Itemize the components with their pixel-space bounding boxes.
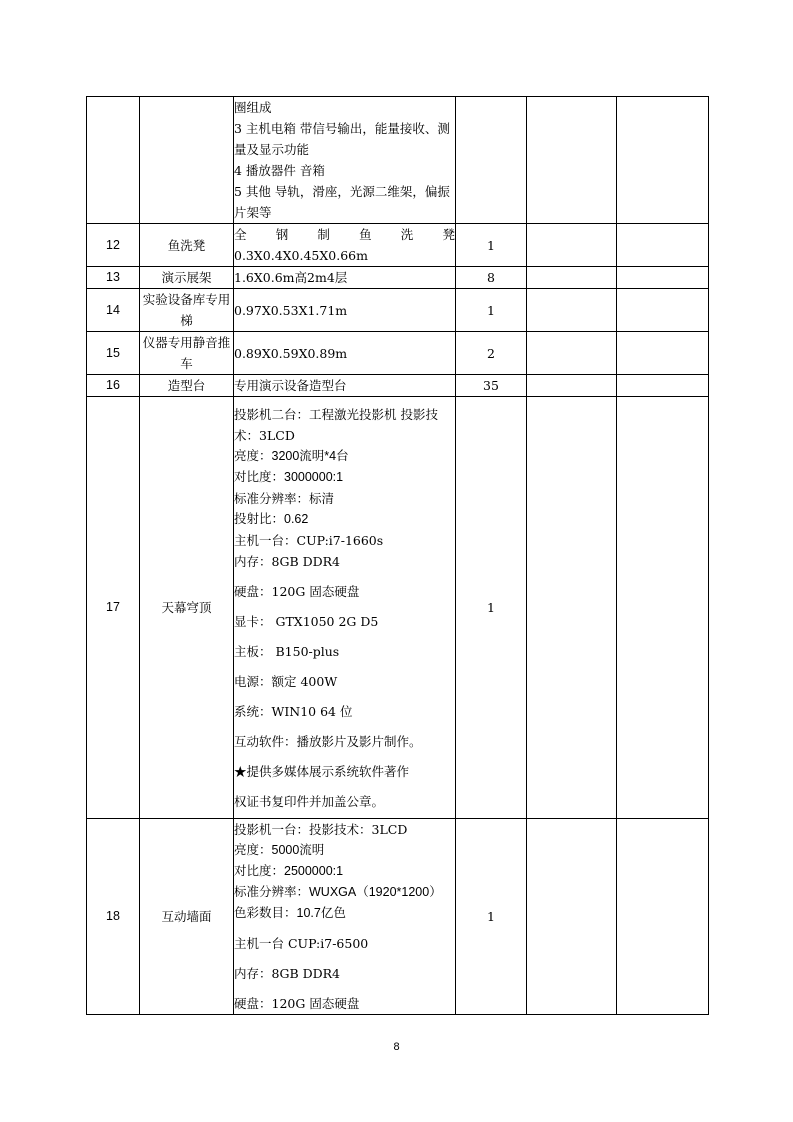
- table-row-continuation: [87, 97, 709, 224]
- row-number: 17: [87, 397, 140, 819]
- desc-line: 色彩数目：10.7亿色: [234, 906, 346, 920]
- desc-line: 专用演示设备造型台: [234, 378, 347, 393]
- item-quantity: 1: [456, 397, 527, 819]
- item-description: [234, 397, 456, 819]
- row-number: 14: [87, 289, 140, 332]
- empty-cell: [527, 224, 617, 267]
- desc-line: 系统：WIN10 64 位: [234, 703, 353, 719]
- item-description: [234, 267, 456, 289]
- row-number: 12: [87, 224, 140, 267]
- desc-line: 内存：8GB DDR4: [234, 553, 341, 569]
- row-number: [87, 97, 140, 224]
- table-row-14: [87, 289, 709, 332]
- table-row-16: [87, 375, 709, 397]
- empty-cell: [527, 267, 617, 289]
- desc-line: ★提供多媒体展示系统软件著作: [234, 763, 410, 779]
- item-quantity: [456, 97, 527, 224]
- item-description: [234, 375, 456, 397]
- table-row-13: [87, 267, 709, 289]
- desc-line: 显卡： GTX1050 2G D5: [234, 613, 379, 629]
- desc-line: 0.3X0.4X0.45X0.66m: [234, 248, 368, 263]
- item-name: 演示展架: [140, 267, 234, 289]
- equipment-spec-table: [86, 96, 709, 1015]
- desc-line: 标准分辨率：标清: [234, 490, 335, 506]
- item-description: [234, 332, 456, 375]
- desc-line: 对比度：2500000:1: [234, 864, 344, 878]
- desc-line: 3 主机电箱 带信号输出，能量接收、测量及显示功能: [234, 121, 450, 157]
- desc-line: 亮度：5000流明: [234, 843, 325, 857]
- empty-cell: [527, 289, 617, 332]
- desc-line: 硬盘：120G 固态硬盘: [234, 583, 360, 599]
- page-number: 8: [393, 1041, 400, 1053]
- desc-line: 主板： B150-plus: [234, 643, 340, 659]
- item-name: 互动墙面: [140, 819, 234, 1015]
- table-row-18: [87, 819, 709, 1015]
- desc-line: 电源：额定 400W: [234, 673, 338, 689]
- desc-line: 圈组成: [234, 100, 272, 115]
- item-description: [234, 819, 456, 1015]
- row-number: 16: [87, 375, 140, 397]
- item-quantity: 8: [456, 267, 527, 289]
- item-name: [140, 97, 234, 224]
- desc-line: 5 其他 导轨，滑座，光源二维架，偏振片架等: [234, 184, 450, 220]
- empty-cell: [527, 397, 617, 819]
- item-description: [234, 289, 456, 332]
- row-number: 15: [87, 332, 140, 375]
- row-number: 18: [87, 819, 140, 1015]
- empty-cell: [617, 397, 709, 819]
- item-quantity: 2: [456, 332, 527, 375]
- item-quantity: 35: [456, 375, 527, 397]
- table-row-15: [87, 332, 709, 375]
- item-quantity: 1: [456, 224, 527, 267]
- desc-line: 投影机一台：投影技术：3LCD: [234, 822, 408, 837]
- item-quantity: 1: [456, 819, 527, 1015]
- empty-cell: [527, 375, 617, 397]
- desc-line: 内存：8GB DDR4: [234, 966, 341, 981]
- empty-cell: [617, 224, 709, 267]
- desc-line: 4 播放器件 音箱: [234, 163, 325, 178]
- item-quantity: 1: [456, 289, 527, 332]
- desc-line: 0.97X0.53X1.71m: [234, 302, 348, 318]
- item-name: 实验设备库专用梯: [140, 289, 234, 332]
- desc-line: 权证书复印件并加盖公章。: [234, 793, 385, 809]
- desc-line: 亮度：3200流明*4台: [234, 448, 349, 463]
- empty-cell: [617, 267, 709, 289]
- desc-line: 0.89X0.59X0.89m: [234, 345, 348, 361]
- desc-line: 硬盘：120G 固态硬盘: [234, 996, 360, 1011]
- empty-cell: [617, 332, 709, 375]
- empty-cell: [617, 375, 709, 397]
- empty-cell: [527, 97, 617, 224]
- item-name: 仪器专用静音推车: [140, 332, 234, 375]
- table-row-12: [87, 224, 709, 267]
- item-name: 天幕穹顶: [140, 397, 234, 819]
- empty-cell: [527, 819, 617, 1015]
- desc-line: 投影机二台：工程激光投影机 投影技术：3LCD: [234, 406, 438, 443]
- item-name: 造型台: [140, 375, 234, 397]
- empty-cell: [527, 332, 617, 375]
- desc-line: 主机一台 CUP:i7-6500: [234, 936, 369, 951]
- row-number: 13: [87, 267, 140, 289]
- desc-line: 对比度：3000000:1: [234, 469, 344, 484]
- desc-line: 主机一台：CUP:i7-1660s: [234, 532, 384, 548]
- desc-line: 标准分辨率：WUXGA（1920*1200）: [234, 885, 442, 899]
- table-row-17: [87, 397, 709, 819]
- item-name: 鱼洗凳: [140, 224, 234, 267]
- desc-line: 互动软件：播放影片及影片制作。: [234, 733, 422, 749]
- desc-line: 投射比：0.62: [234, 511, 309, 526]
- empty-cell: [617, 289, 709, 332]
- empty-cell: [617, 819, 709, 1015]
- item-description: [234, 224, 456, 267]
- desc-line: 全 钢 制 鱼 洗 凳: [234, 227, 455, 242]
- desc-line: 1.6X0.6m高2m4层: [234, 270, 348, 285]
- empty-cell: [617, 97, 709, 224]
- item-description: [234, 97, 456, 224]
